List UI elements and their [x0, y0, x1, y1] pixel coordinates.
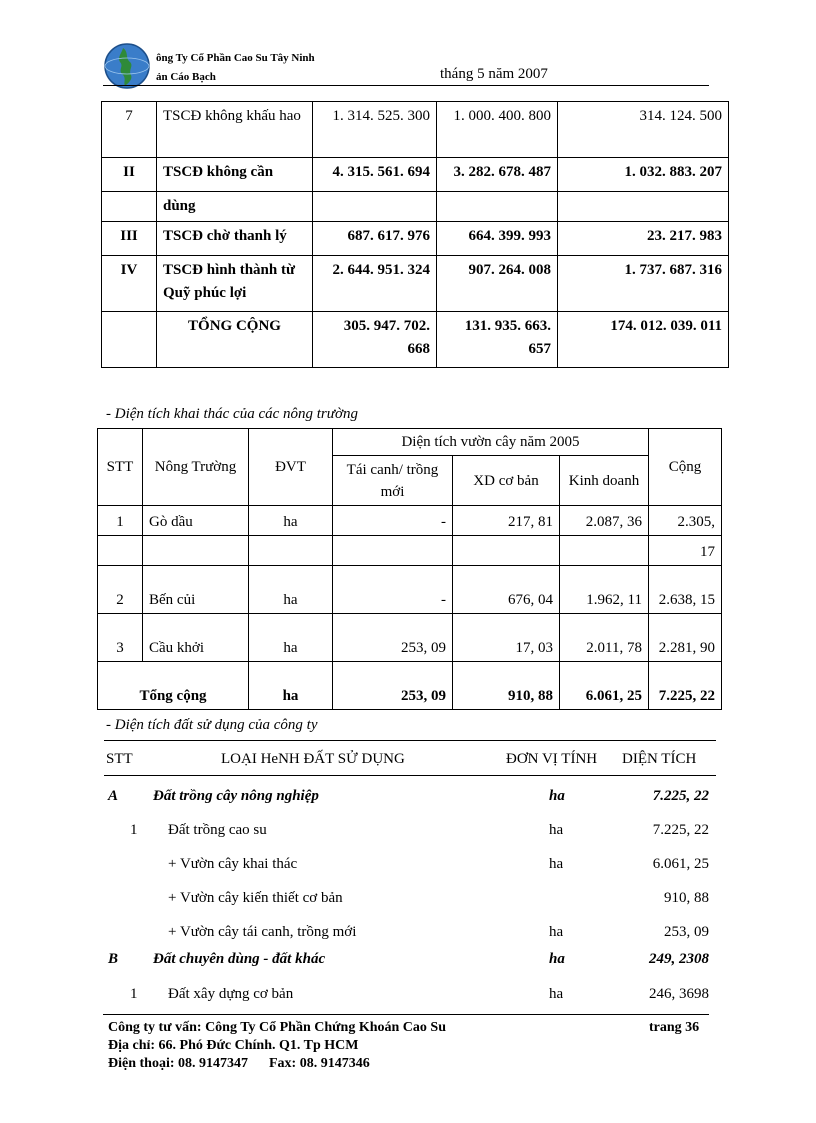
farm-business: 2.011, 78	[560, 614, 649, 662]
farm-business: 2.087, 36	[560, 506, 649, 536]
land-area: 7.225, 22	[652, 822, 709, 838]
asset-name: TỔNG CỘNG	[157, 312, 313, 368]
land-unit: ha	[549, 986, 564, 1002]
header-document: ản Cáo Bạch	[156, 71, 216, 83]
asset-row	[102, 158, 729, 192]
farm-total: 2.305,	[649, 506, 722, 536]
land-name: Đất chuyên dùng - đất khác	[153, 951, 326, 967]
asset-name: TSCĐ hình thành từ Quỹ phúc lợi	[157, 256, 313, 312]
land-area: 253, 09	[664, 924, 709, 940]
asset-stt: II	[102, 158, 157, 192]
land-use-header-unit: ĐƠN VỊ TÍNH	[506, 751, 598, 767]
land-use-header-stt: STT	[106, 751, 133, 767]
asset-col3: 314. 124. 500	[558, 102, 729, 158]
asset-row	[102, 102, 729, 158]
land-use-top-rule	[104, 740, 716, 741]
land-stt: 1	[130, 986, 138, 1002]
farm-name: Bến củi	[143, 566, 249, 614]
harvest-area-table	[97, 428, 722, 710]
farm-replant: -	[333, 566, 453, 614]
asset-col1: 305. 947. 702. 668	[313, 312, 437, 368]
farm-total-row	[98, 662, 722, 710]
farm-stt: 3	[98, 614, 143, 662]
farm-basic: 217, 81	[453, 506, 560, 536]
asset-name: dùng	[157, 192, 313, 222]
asset-col2: 907. 264. 008	[437, 256, 558, 312]
farm-stt: 1	[98, 506, 143, 536]
asset-col3: 1. 032. 883. 207	[558, 158, 729, 192]
land-area: 7.225, 22	[652, 788, 709, 804]
farm-unit: ha	[249, 566, 333, 614]
farm-unit	[249, 536, 333, 566]
asset-col3	[558, 192, 729, 222]
farm-total: 17	[649, 536, 722, 566]
asset-col2: 3. 282. 678. 487	[437, 158, 558, 192]
header-area-group: Diện tích vườn cây năm 2005	[333, 429, 649, 456]
fixed-assets-table	[101, 101, 729, 368]
farm-stt: 2	[98, 566, 143, 614]
asset-col3: 1. 737. 687. 316	[558, 256, 729, 312]
asset-col2: 131. 935. 663. 657	[437, 312, 558, 368]
total-replant: 253, 09	[333, 662, 453, 710]
farm-unit: ha	[249, 506, 333, 536]
header-farm: Nông Trường	[143, 429, 249, 506]
farm-replant	[333, 536, 453, 566]
land-stt: B	[108, 951, 119, 967]
header-divider	[103, 85, 709, 86]
farm-replant: -	[333, 506, 453, 536]
land-unit: ha	[549, 788, 565, 804]
header-unit: ĐVT	[249, 429, 333, 506]
farm-basic	[453, 536, 560, 566]
header-date: tháng 5 năm 2007	[440, 66, 548, 82]
farm-total: 2.281, 90	[649, 614, 722, 662]
land-use-header-area: DIỆN TÍCH	[622, 751, 697, 767]
farm-unit: ha	[249, 614, 333, 662]
land-name: + Vườn cây tái canh, trồng mới	[168, 924, 357, 940]
asset-col1: 1. 314. 525. 300	[313, 102, 437, 158]
footer-divider	[103, 1014, 709, 1015]
land-unit: ha	[549, 924, 564, 940]
farm-business	[560, 536, 649, 566]
asset-col2: 1. 000. 400. 800	[437, 102, 558, 158]
asset-col1: 687. 617. 976	[313, 222, 437, 256]
land-area: 249, 2308	[649, 951, 709, 967]
farm-basic: 676, 04	[453, 566, 560, 614]
header-basic: XD cơ bản	[453, 456, 560, 506]
land-name: Đất trồng cây nông nghiệp	[153, 788, 319, 804]
total-sum: 7.225, 22	[649, 662, 722, 710]
asset-col1: 4. 315. 561. 694	[313, 158, 437, 192]
asset-row	[102, 222, 729, 256]
farm-replant: 253, 09	[333, 614, 453, 662]
total-basic: 910, 88	[453, 662, 560, 710]
asset-name: TSCĐ chờ thanh lý	[157, 222, 313, 256]
land-name: + Vườn cây khai thác	[168, 856, 298, 872]
land-use-header-rule	[104, 775, 716, 776]
asset-col3: 23. 217. 983	[558, 222, 729, 256]
asset-stt	[102, 192, 157, 222]
asset-name: TSCĐ không cần	[157, 158, 313, 192]
land-name: Đất trồng cao su	[168, 822, 267, 838]
total-business: 6.061, 25	[560, 662, 649, 710]
land-stt: A	[108, 788, 119, 804]
header-total: Cộng	[649, 429, 722, 506]
farm-basic: 17, 03	[453, 614, 560, 662]
company-logo-icon	[103, 42, 151, 90]
farm-name: Cầu khởi	[143, 614, 249, 662]
section-title-land-use: - Diện tích đất sử dụng của công ty	[106, 717, 318, 733]
farm-row	[98, 506, 722, 536]
asset-col3: 174. 012. 039. 011	[558, 312, 729, 368]
farm-business: 1.962, 11	[560, 566, 649, 614]
asset-row	[102, 256, 729, 312]
total-unit: ha	[249, 662, 333, 710]
asset-col1	[313, 192, 437, 222]
asset-col1: 2. 644. 951. 324	[313, 256, 437, 312]
footer-address: Địa chỉ: 66. Phó Đức Chính. Q1. Tp HCM	[108, 1038, 359, 1053]
header-stt: STT	[98, 429, 143, 506]
land-name: Đất xây dựng cơ bản	[168, 986, 294, 1002]
asset-row	[102, 312, 729, 368]
farm-total: 2.638, 15	[649, 566, 722, 614]
land-unit: ha	[549, 856, 564, 872]
asset-stt	[102, 312, 157, 368]
farm-name	[143, 536, 249, 566]
footer-phone: Điện thoại: 08. 9147347 Fax: 08. 9147346	[108, 1056, 370, 1071]
land-area: 6.061, 25	[652, 856, 709, 872]
section-title-harvest-area: - Diện tích khai thác của các nông trường	[106, 406, 358, 422]
farm-stt	[98, 536, 143, 566]
land-name: + Vườn cây kiến thiết cơ bản	[168, 890, 343, 906]
land-stt: 1	[130, 822, 138, 838]
asset-stt: 7	[102, 102, 157, 158]
header-company: ông Ty Cổ Phần Cao Su Tây Ninh	[156, 52, 315, 64]
footer-consultant: Công ty tư vấn: Công Ty Cổ Phần Chứng Khoán Cao Su	[108, 1020, 446, 1035]
farm-name: Gò dầu	[143, 506, 249, 536]
land-unit: ha	[549, 951, 565, 967]
header-replant: Tái canh/ trồng mới	[333, 456, 453, 506]
total-label: Tổng cộng	[98, 662, 249, 710]
farm-row	[98, 536, 722, 566]
asset-col2: 664. 399. 993	[437, 222, 558, 256]
land-area: 246, 3698	[649, 986, 709, 1002]
header-business: Kinh doanh	[560, 456, 649, 506]
farm-row	[98, 566, 722, 614]
land-use-header-type: LOẠI HeNH ĐẤT SỬ DỤNG	[221, 751, 405, 767]
footer-page-number: trang 36	[649, 1020, 700, 1035]
asset-stt: III	[102, 222, 157, 256]
asset-row	[102, 192, 729, 222]
farm-row	[98, 614, 722, 662]
asset-col2	[437, 192, 558, 222]
asset-stt: IV	[102, 256, 157, 312]
land-area: 910, 88	[664, 890, 709, 906]
asset-name: TSCĐ không khấu hao	[157, 102, 313, 158]
land-unit: ha	[549, 822, 564, 838]
